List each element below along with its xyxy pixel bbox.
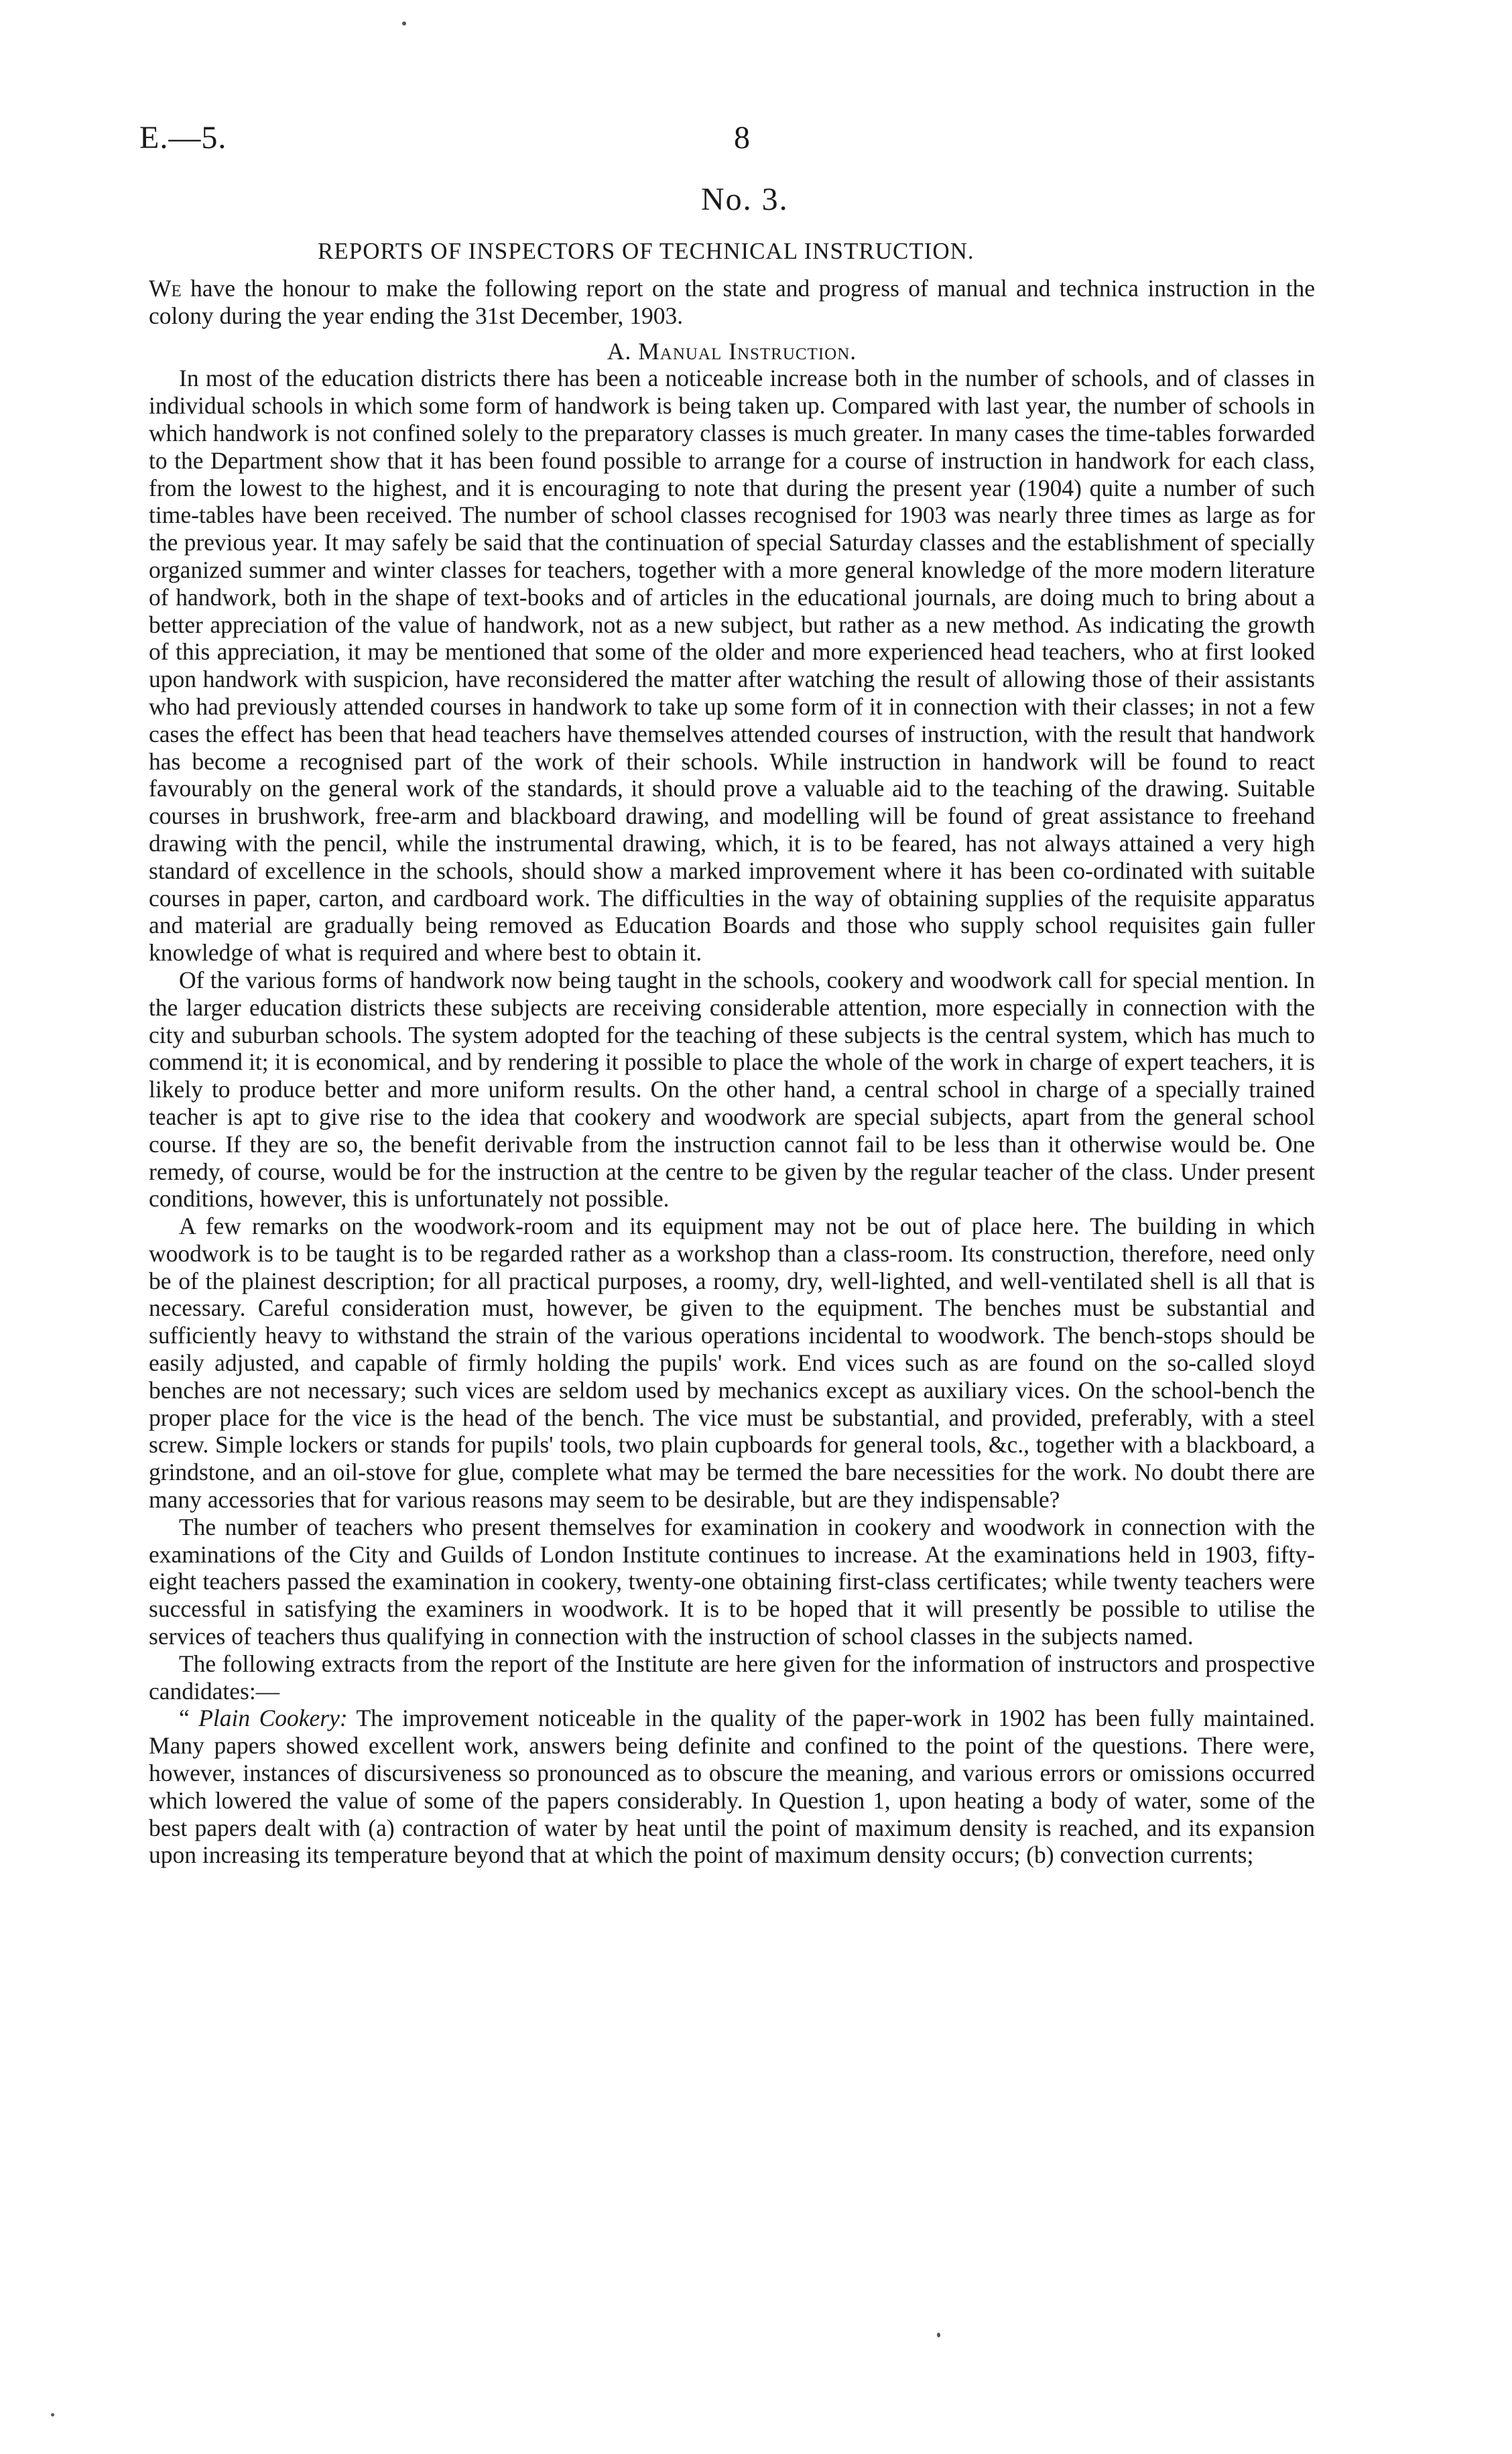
document-reference: E.—5.	[139, 120, 227, 156]
intro-text: have the honour to make the following report on the state and progress of manual and technica instruction in the colony during the year ending the 31st December, 1903.	[149, 275, 1315, 329]
paragraph: A few remarks on the woodwork-room and its equipment may not be out of place here. The building in which woodwork is to be taught is to be regarded rather as a workshop than a class-room. Its construction, therefore, need only be of the plainest description; for all practical purposes, a roomy, dry, well-lighted, and well-ventilated shell is all that is necessary. Careful consideration must, however, be given to the equipment. The benches must be substantial and sufficiently heavy to withstand the strain of the various operations incidental to woodwork. The bench-stops should be easily adjusted, and capable of firmly holding the pupils' work. End vices such as are found on the so-called sloyd benches are not necessary; such vices are seldom used by mechanics except as auxiliary vices. On the school-bench the proper place for the vice is the head of the bench. The vice must be substantial, and provided, preferably, with a steel screw. Simple lockers or stands for pupils' tools, two plain cupboards for general tools, &c., together with a blackboard, a grindstone, and an oil-stove for glue, complete what may be termed the bare necessities for the work. No doubt there are many accessories that for various reasons may seem to be desirable, but are they indispensable?	[149, 1213, 1315, 1514]
paragraph: The number of teachers who present themselves for examination in cookery and woodwork in connection with the examinations of the City and Guilds of London Institute continues to increase. At the examinations held in 1903, fifty-eight teachers passed the examination in cookery, twenty-one obtaining first-class certificates; while twenty teachers were successful in satisfying the examiners in woodwork. It is to be hoped that it will presently be possible to utilise the services of teachers thus qualifying in connection with the instruction of school classes in the subjects named.	[149, 1513, 1315, 1650]
quote-open-mark: “	[179, 1705, 190, 1732]
paragraph: In most of the education districts there has been a noticeable increase both in the number of schools, and of classes in individual schools in which some form of handwork is being taken up. Compared with last year, the number of schools in which handwork is not confined solely to the preparatory classes is much greater. In many cases the time-tables forwarded to the Department show that it has been found possible to arrange for a course of instruction in handwork for each class, from the lowest to the highest, and it is encouraging to note that during the present year (1904) quite a number of such time-tables have been received. The number of school classes recognised for 1903 was nearly three times as large as for the previous year. It may safely be said that the continuation of special Saturday classes and the establishment of specially organized summer and winter classes for teachers, together with a more general knowledge of the more modern literature of handwork, both in the shape of text-books and of articles in the educational journals, are doing much to bring about a better appreciation of the value of handwork, not as a new subject, but rather as a new method. As indicating the growth of this appreciation, it may be mentioned that some of the older and more experienced head teachers, who at first looked upon handwork with suspicion, have reconsidered the matter after watching the result of allowing those of their assistants who had previously attended courses in handwork to take up some form of it in connection with their classes; in not a few cases the effect has been that head teachers have themselves attended courses of instruction, with the result that handwork has become a recognised part of the work of their schools. While instruction in handwork will be found to react favourably on the general work of the standards, it should prove a valuable aid to the teaching of the drawing. Suitable courses in brushwork, free-arm and blackboard drawing, and modelling will be found of great assistance to freehand drawing with the pencil, while the instrumental drawing, which, it is to be feared, has not always attained a very high standard of excellence in the schools, should show a marked improvement where it has been co-ordinated with suitable courses in paper, carton, and cardboard work. The difficulties in the way of obtaining supplies of the requisite apparatus and material are gradually being removed as Education Boards and those who supply school requisites gain fuller knowledge of what is required and where best to obtain it.	[149, 365, 1315, 967]
quote-paragraph	[149, 1705, 1315, 1869]
intro-lead-word: We	[149, 275, 182, 302]
print-speck	[51, 2413, 54, 2416]
section-heading: A. Manual Instruction.	[607, 337, 857, 365]
report-title: REPORTS OF INSPECTORS OF TECHNICAL INSTRUCTION.	[318, 238, 974, 264]
document-number: No. 3.	[701, 182, 789, 217]
intro-paragraph	[149, 275, 1315, 330]
paragraph: The following extracts from the report of the Institute are here given for the information of instructors and prospective candidates:—	[149, 1650, 1315, 1705]
quote-text: The improvement noticeable in the quality of the paper-work in 1902 has been fully maintained. Many papers showed excellent work, answers being definite and confined to the point of the questions. There were, however, instances of discursiveness so pronounced as to obscure the meaning, and various errors or omissions occurred which lowered the value of some of the papers considerably. In Question 1, upon heating a body of water, some of the best papers dealt with (a) contraction of water by heat until the point of maximum density is reached, and its expansion upon increasing its temperature beyond that at which the point of maximum density occurs; (b) convection currents;	[149, 1705, 1315, 1869]
print-speck	[937, 2333, 940, 2337]
page-number: 8	[734, 120, 750, 156]
paragraph: Of the various forms of handwork now being taught in the schools, cookery and woodwork call for special mention. In the larger education districts these subjects are receiving considerable attention, more especially in connection with the city and suburban schools. The system adopted for the teaching of these subjects is the central system, which has much to commend it; it is economical, and by rendering it possible to place the whole of the work in charge of expert teachers, it is likely to produce better and more uniform results. On the other hand, a central school in charge of a specially trained teacher is apt to give rise to the idea that cookery and woodwork are special subjects, apart from the general school course. If they are so, the benefit derivable from the instruction cannot fail to be less than it otherwise would be. One remedy, of course, would be for the instruction at the centre to be given by the regular teacher of the class. Under present conditions, however, this is unfortunately not possible.	[149, 966, 1315, 1213]
body-text	[149, 275, 1315, 1869]
quote-heading: Plain Cookery:	[198, 1705, 348, 1732]
print-speck	[402, 21, 406, 25]
